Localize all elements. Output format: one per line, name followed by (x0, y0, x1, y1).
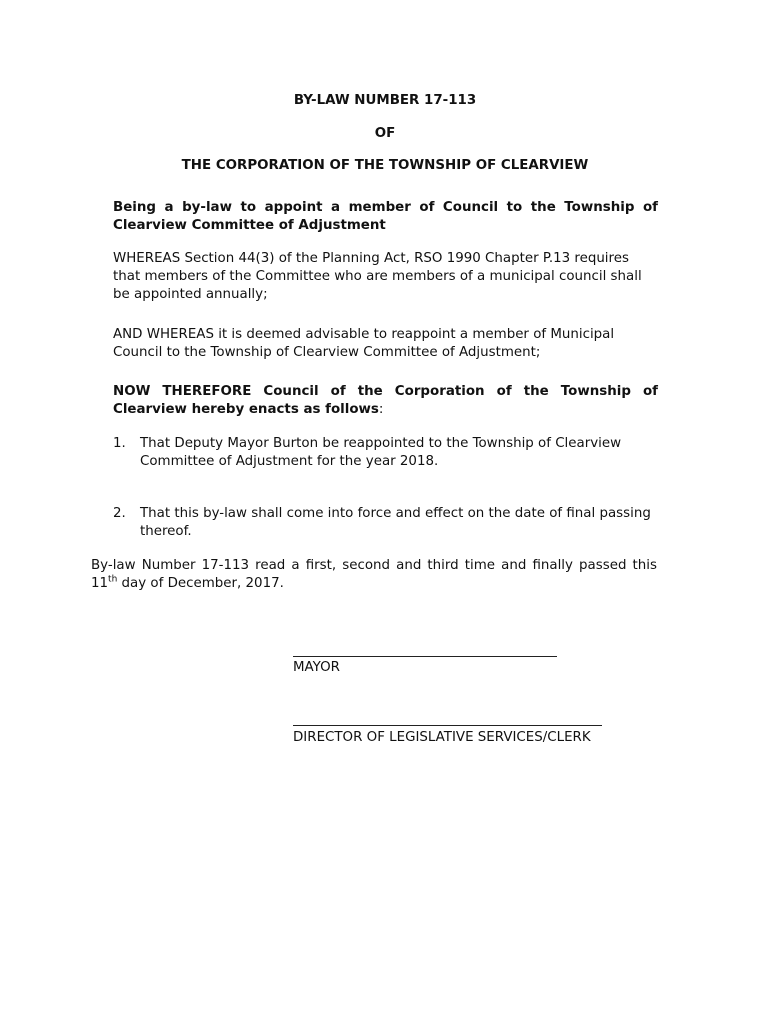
enacts-paragraph (113, 383, 658, 419)
corporation-heading: THE CORPORATION OF THE TOWNSHIP OF CLEARVIEW (181, 158, 589, 173)
signature-line (293, 656, 557, 657)
bylaw-purpose: Being a by-law to appoint a member of Council to the Township of Clearview Committee of Adjustment (113, 200, 658, 233)
bylaw-number-heading: BY-LAW NUMBER 17-113 (293, 93, 477, 108)
list-item-text: That this by-law shall come into force and effect on the date of final passing thereof. (140, 506, 651, 539)
passed-date-suffix: th (108, 574, 118, 585)
mayor-label: MAYOR (293, 660, 340, 675)
signature-line (293, 725, 602, 726)
list-item (113, 505, 658, 541)
passed-paragraph (91, 557, 657, 593)
list-item-number: 2. (113, 506, 126, 521)
enacts-text: NOW THEREFORE Council of the Corporation of the Township of Clearview hereby enacts as follows (113, 384, 658, 417)
list-item-text: That Deputy Mayor Burton be reappointed to the Township of Clearview Committee of Adjustment for the year 2018. (140, 436, 622, 469)
whereas-paragraph-1: WHEREAS Section 44(3) of the Planning Act, RSO 1990 Chapter P.13 requires that members of the Committee who are members of a municipal council shall be appointed annually; (113, 251, 642, 302)
of-heading: OF (374, 126, 396, 141)
whereas-paragraph-2: AND WHEREAS it is deemed advisable to reappoint a member of Municipal Council to the Township of Clearview Committee of Adjustment; (113, 327, 615, 360)
clerk-signature-line (293, 725, 602, 726)
list-item-number: 1. (113, 436, 126, 451)
passed-text: By-law Number 17-113 read a first, second and third time and finally passed this 11 (91, 558, 657, 591)
clerk-label: DIRECTOR OF LEGISLATIVE SERVICES/CLERK (293, 730, 591, 745)
enacts-colon: : (378, 402, 384, 417)
list-item (113, 435, 658, 471)
mayor-signature-line (293, 656, 557, 657)
passed-date-text: day of December, 2017. (117, 576, 284, 591)
